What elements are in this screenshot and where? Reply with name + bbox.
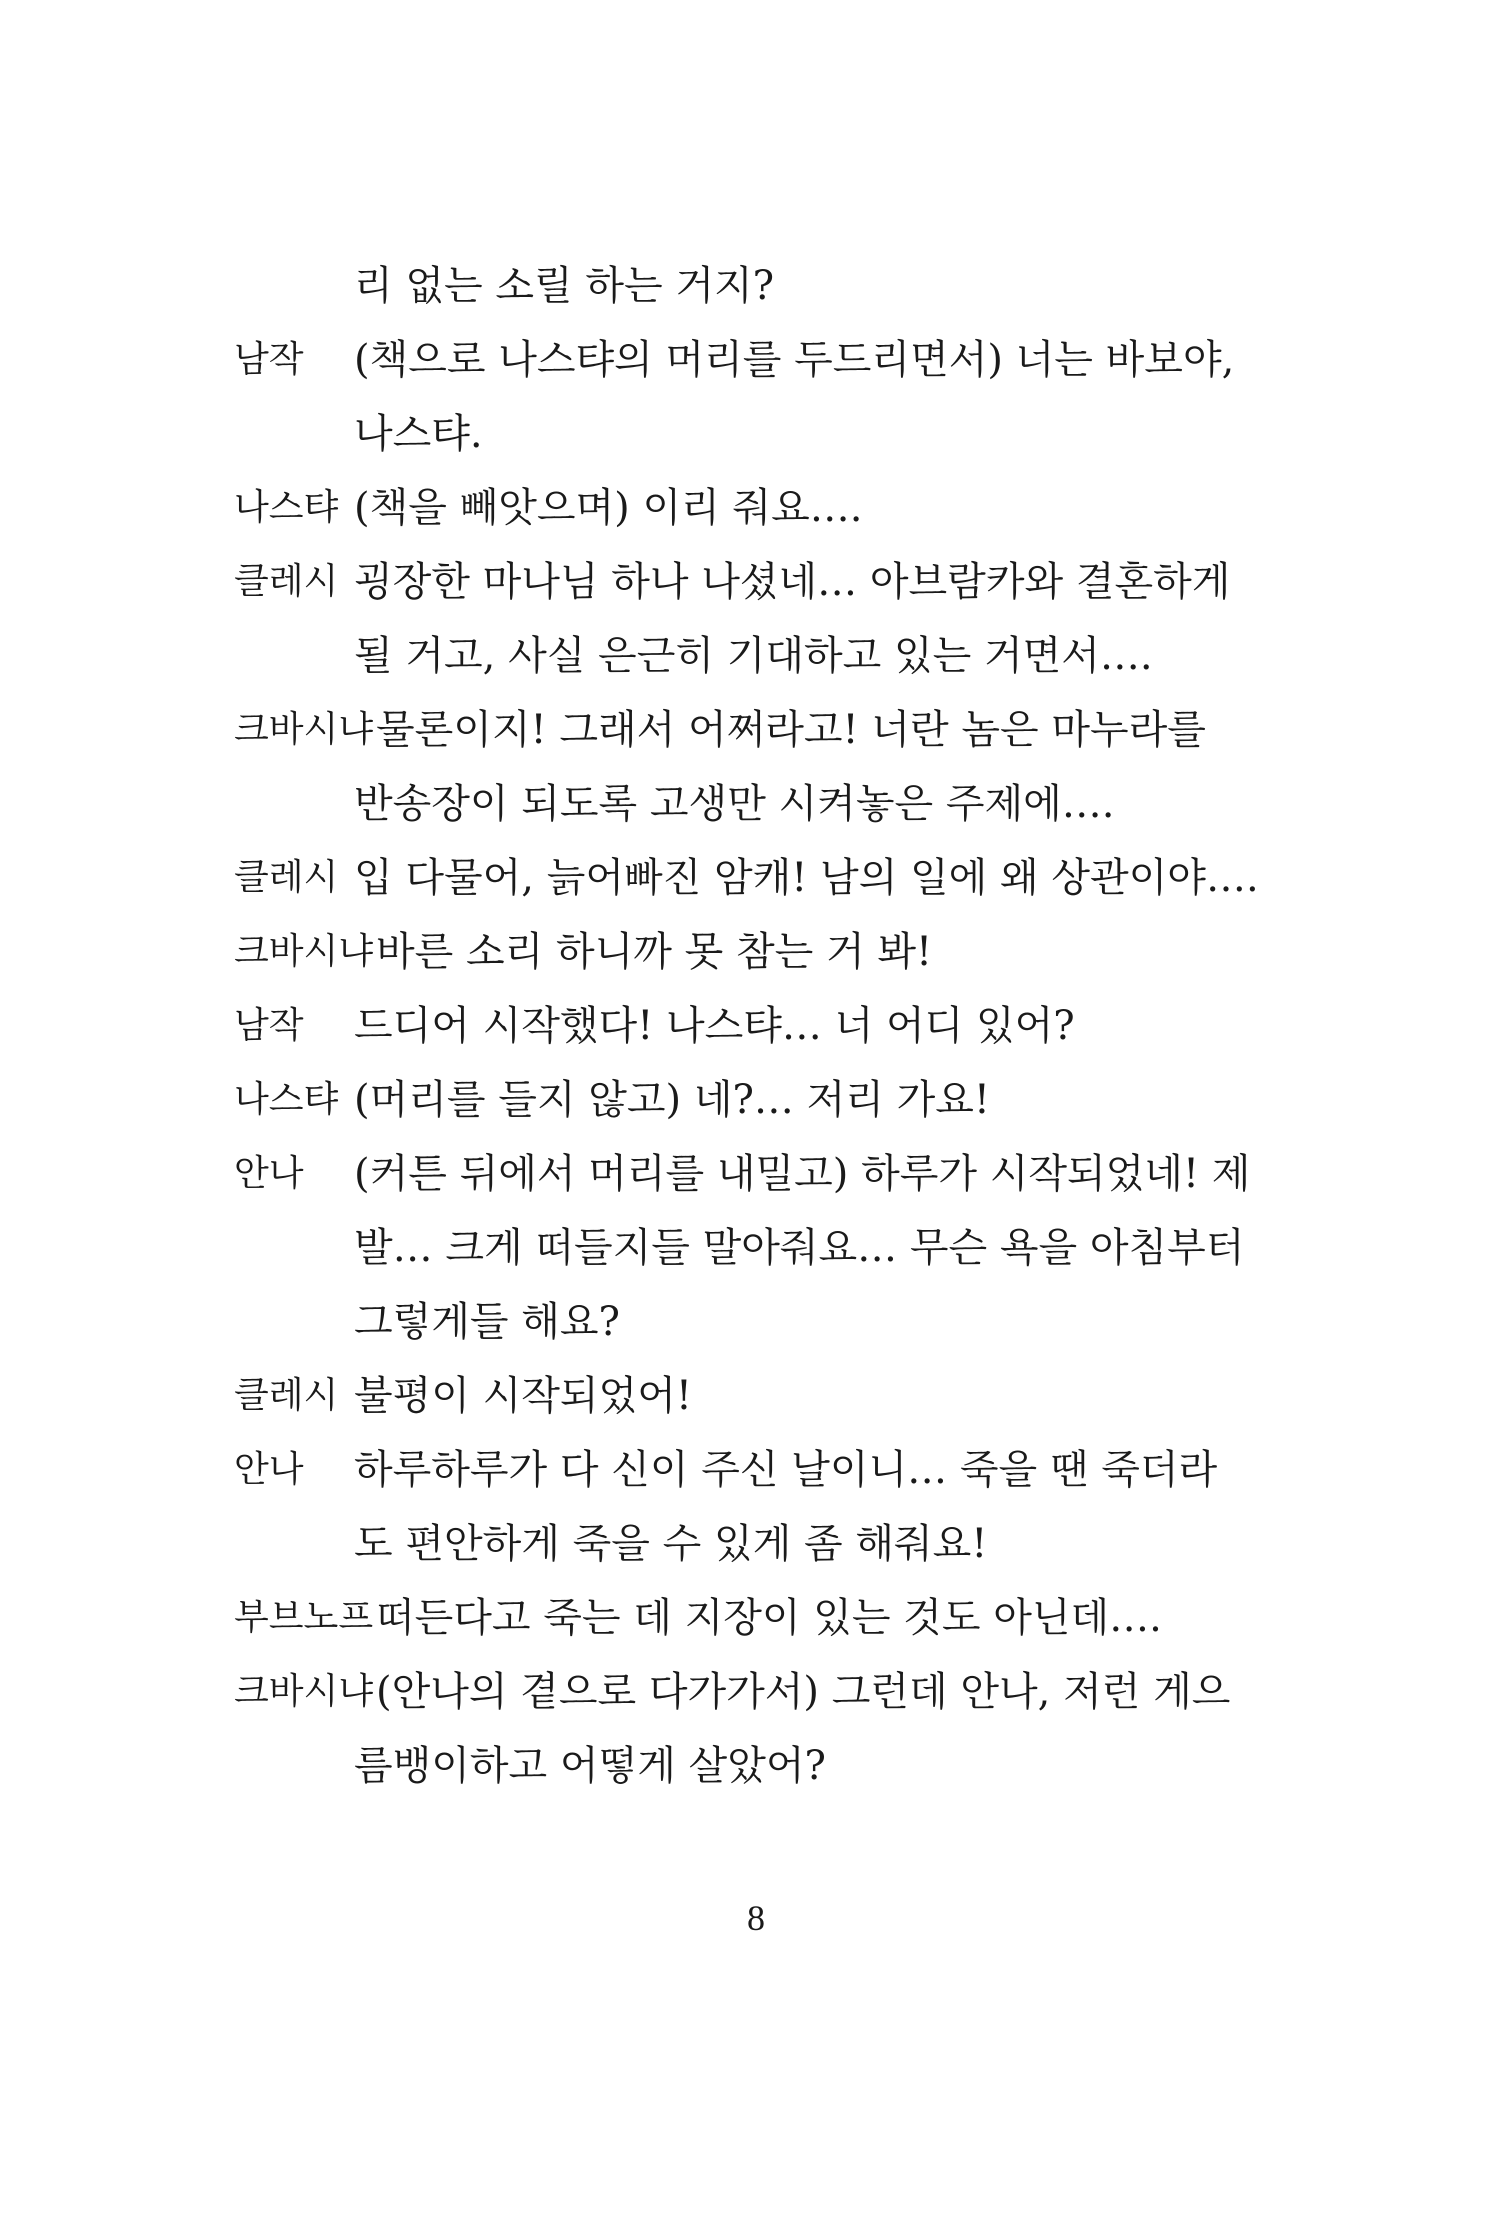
dialogue-line: 발… 크게 떠들지들 말아줘요… 무슨 욕을 아침부터: [354, 1225, 1245, 1271]
speaker-name: 크바시냐: [234, 931, 374, 972]
speaker-name: 남작: [234, 339, 304, 380]
dialogue-line: 떠든다고 죽는 데 지장이 있는 것도 아닌데….: [376, 1595, 1162, 1641]
dialogue-line: 입 다물어, 늙어빠진 암캐! 남의 일에 왜 상관이야….: [354, 855, 1259, 901]
speaker-name: 크바시냐: [234, 1671, 374, 1712]
dialogue-line: (책으로 나스탸의 머리를 두드리면서) 너는 바보야,: [354, 337, 1235, 383]
dialogue-line: (커튼 뒤에서 머리를 내밀고) 하루가 시작되었네! 제: [354, 1151, 1251, 1197]
dialogue-line: 바른 소리 하니까 못 참는 거 봐!: [376, 929, 933, 975]
speaker-name: 나스탸: [234, 487, 339, 528]
dialogue-line: (책을 빼앗으며) 이리 줘요….​: [354, 485, 863, 531]
dialogue-line: 그렇게들 해요?: [354, 1299, 620, 1345]
dialogue-line: 불평이 시작되었어!: [354, 1373, 692, 1419]
speaker-name: 부브노프: [234, 1597, 374, 1638]
dialogue-line: (안나의 곁으로 다가가서) 그런데 안나, 저런 게으: [376, 1669, 1231, 1715]
speaker-name: 남작: [234, 1005, 304, 1046]
dialogue-line: 될 거고, 사실 은근히 기대하고 있는 거면서….: [354, 633, 1153, 679]
dialogue-line: (머리를 들지 않고) 네?… 저리 가요!: [354, 1077, 990, 1123]
speaker-name: 안나: [234, 1153, 304, 1194]
dialogue-line: 드디어 시작했다! 나스탸… 너 어디 있어?: [354, 1003, 1075, 1049]
dialogue-line: 하루하루가 다 신이 주신 날이니… 죽을 땐 죽더라: [354, 1447, 1218, 1493]
speaker-name: 크바시냐: [234, 709, 374, 750]
dialogue-line: 리 없는 소릴 하는 거지?: [354, 263, 775, 309]
speaker-name: 나스탸: [234, 1079, 339, 1120]
page-number: 8: [747, 1898, 765, 1938]
dialogue-line: 름뱅이하고 어떻게 살았어?: [354, 1743, 826, 1789]
speaker-name: 안나: [234, 1449, 304, 1490]
dialogue-line: 도 편안하게 죽을 수 있게 좀 해줘요!: [354, 1521, 988, 1567]
speaker-name: 클레시: [234, 857, 339, 898]
dialogue-line: 물론이지! 그래서 어쩌라고! 너란 놈은 마누라를: [376, 707, 1206, 753]
dialogue-line: 반송장이 되도록 고생만 시켜놓은 주제에….: [354, 781, 1115, 827]
speaker-name: 클레시: [234, 561, 339, 602]
speaker-name: 클레시: [234, 1375, 339, 1416]
dialogue-line: 굉장한 마나님 하나 나셨네… 아브람카와 결혼하게: [354, 559, 1231, 605]
dialogue-line: 나스탸.: [354, 411, 483, 457]
